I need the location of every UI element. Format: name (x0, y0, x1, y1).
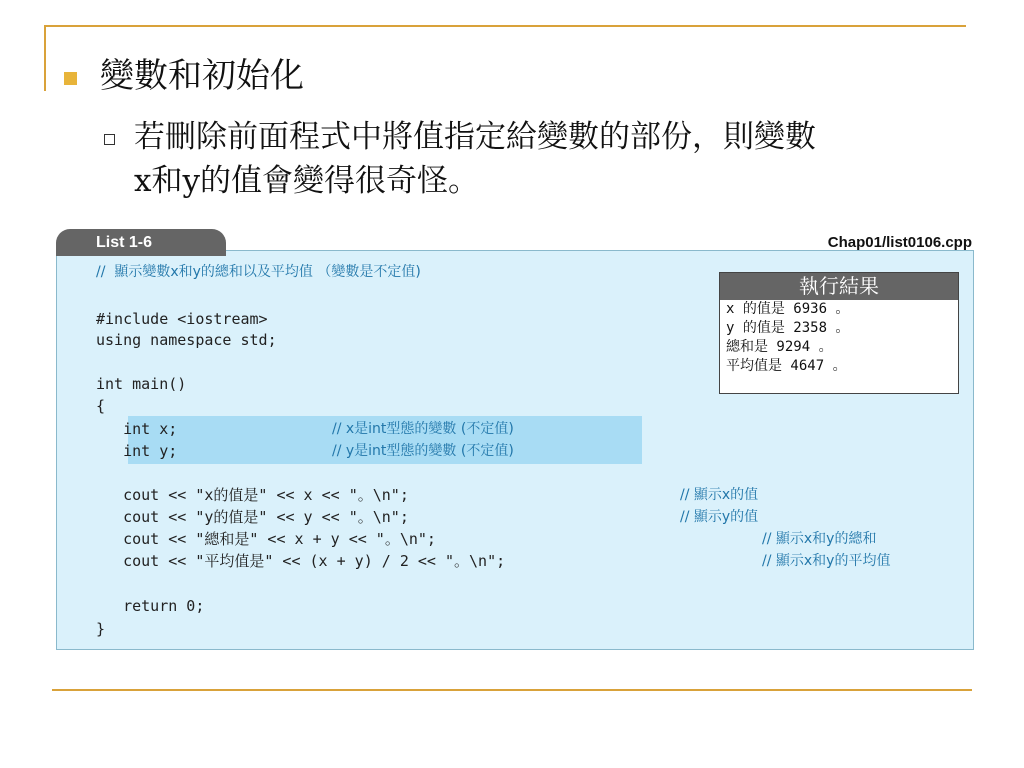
code-comment-int-x: // x是int型態的變數 (不定值) (332, 421, 514, 437)
code-line-return: return 0; (96, 597, 205, 615)
code-line-cout-x: cout << "x的值是" << x << "。\n"; (96, 486, 409, 504)
execution-result-box (719, 272, 959, 394)
listing-file-name: Chap01/list0106.cpp (827, 234, 972, 251)
slide-heading: 變數和初始化 (100, 56, 304, 96)
top-divider (44, 25, 966, 27)
code-comment-cout-y: // 顯示y的值 (680, 509, 759, 525)
code-comment-cout-sum: // 顯示x和y的總和 (762, 531, 877, 547)
code-line-close-brace: } (96, 620, 106, 638)
result-line: 平均值是 4647 。 (726, 358, 847, 374)
square-bullet-icon (64, 72, 77, 85)
result-line: y 的值是 2358 。 (726, 320, 850, 336)
slide-subpoint (134, 115, 984, 203)
code-line-cout-avg: cout << "平均值是" << (x + y) / 2 << "。\n"; (96, 552, 506, 570)
code-line-int-x: int x; (96, 420, 178, 438)
code-comment-header: // 顯示變數x和y的總和以及平均值 （變數是不定值) (96, 264, 421, 280)
hollow-square-bullet-icon (104, 134, 115, 145)
code-line-open-brace: { (96, 397, 106, 415)
left-accent-line (44, 25, 46, 91)
subpoint-line-1: 若刪除前面程式中將值指定給變數的部份，則變數 (134, 119, 816, 155)
result-line: 總和是 9294 。 (726, 339, 833, 355)
listing-tab: List 1-6 (56, 229, 226, 256)
code-line-cout-y: cout << "y的值是" << y << "。\n"; (96, 508, 409, 526)
code-comment-int-y: // y是int型態的變數 (不定值) (332, 443, 514, 459)
subpoint-line-2: x和y的值會變得很奇怪。 (134, 163, 479, 199)
code-line-cout-sum: cout << "總和是" << x + y << "。\n"; (96, 530, 436, 548)
bottom-divider (52, 689, 972, 691)
code-line-int-y: int y; (96, 442, 178, 460)
execution-result-title: 執行結果 (720, 273, 958, 300)
code-comment-cout-x: // 顯示x的值 (680, 487, 759, 503)
code-comment-cout-avg: // 顯示x和y的平均值 (762, 553, 891, 569)
code-line-using: using namespace std; (96, 331, 277, 349)
code-line-main: int main() (96, 375, 187, 393)
result-line: x 的值是 6936 。 (726, 301, 850, 317)
code-line-include: #include <iostream> (96, 310, 268, 328)
